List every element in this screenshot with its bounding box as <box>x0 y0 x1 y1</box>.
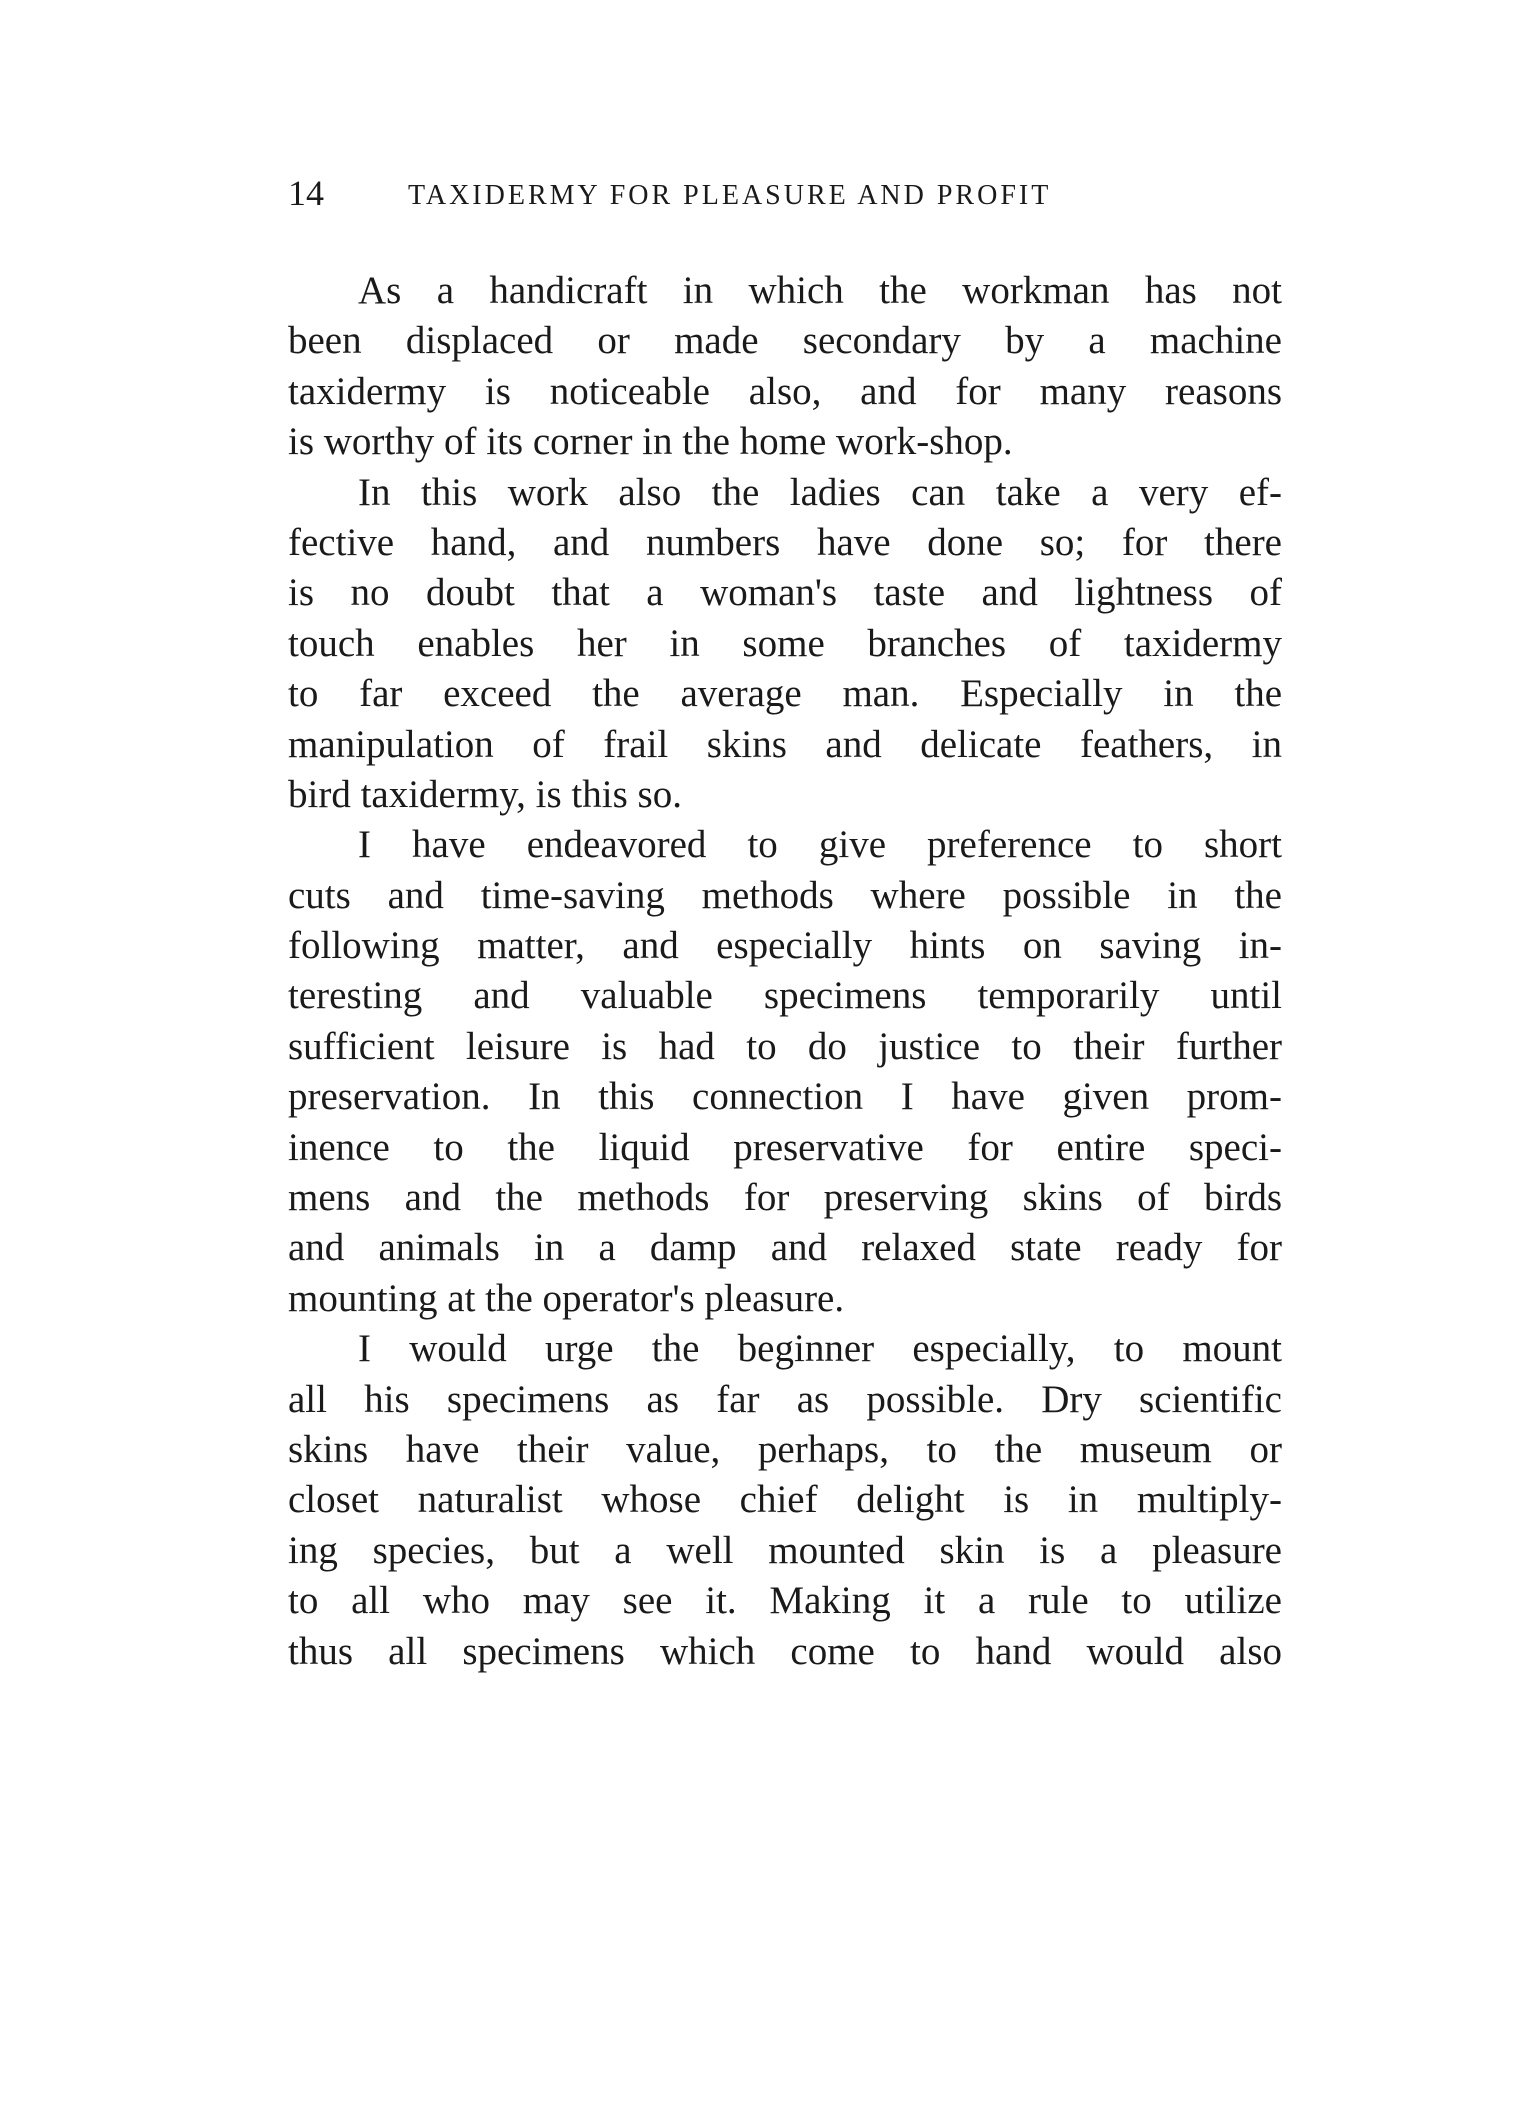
text-line: I would urge the beginner especially, to mount <box>358 1327 1282 1371</box>
text-line: is no doubt that a woman's taste and lightness of <box>288 571 1282 615</box>
text-line: touch enables her in some branches of taxidermy <box>288 621 1282 665</box>
running-head <box>288 172 1268 222</box>
paragraph <box>288 468 1282 821</box>
text-line: closet naturalist whose chief delight is in multiply- <box>288 1478 1282 1522</box>
text-line: to all who may see it. Making it a rule to utilize <box>288 1579 1282 1623</box>
text-line: sufficient leisure is had to do justice to their further <box>288 1024 1282 1068</box>
text-line: bird taxidermy, is this so. <box>288 772 682 816</box>
text-line: I have endeavored to give preference to short <box>358 823 1282 867</box>
text-line: and animals in a damp and relaxed state ready for <box>288 1226 1282 1270</box>
text-line: to far exceed the average man. Especially in the <box>288 672 1282 716</box>
text-line: preservation. In this connection I have given prom- <box>288 1075 1282 1119</box>
paragraph <box>288 266 1282 468</box>
paragraph <box>288 820 1282 1324</box>
text-line: inence to the liquid preservative for entire speci- <box>288 1125 1282 1169</box>
text-line: skins have their value, perhaps, to the museum or <box>288 1427 1282 1471</box>
text-line: manipulation of frail skins and delicate feathers, in <box>288 722 1282 766</box>
text-line: In this work also the ladies can take a very ef- <box>358 470 1282 514</box>
text-line: fective hand, and numbers have done so; for there <box>288 520 1282 564</box>
text-line: teresting and valuable specimens temporarily until <box>288 974 1282 1018</box>
text-line: following matter, and especially hints on saving in- <box>288 924 1282 968</box>
paragraph <box>288 1324 1282 1677</box>
text-line: ing species, but a well mounted skin is a pleasure <box>288 1528 1282 1572</box>
running-title: TAXIDERMY FOR PLEASURE AND PROFIT <box>408 180 1052 211</box>
text-line: thus all specimens which come to hand would also <box>288 1629 1282 1673</box>
text-line: all his specimens as far as possible. Dry scientific <box>288 1377 1282 1421</box>
page-number: 14 <box>288 173 324 213</box>
text-line: taxidermy is noticeable also, and for many reasons <box>288 369 1282 413</box>
body-text <box>288 266 1282 1677</box>
text-line: As a handicraft in which the workman has not <box>358 269 1282 312</box>
text-line: mens and the methods for preserving skins of birds <box>288 1176 1282 1220</box>
text-line: mounting at the operator's pleasure. <box>288 1276 845 1320</box>
text-line: been displaced or made secondary by a machine <box>288 319 1282 363</box>
text-line: cuts and time-saving methods where possible in the <box>288 873 1282 917</box>
text-line: is worthy of its corner in the home work-shop. <box>288 420 1013 464</box>
